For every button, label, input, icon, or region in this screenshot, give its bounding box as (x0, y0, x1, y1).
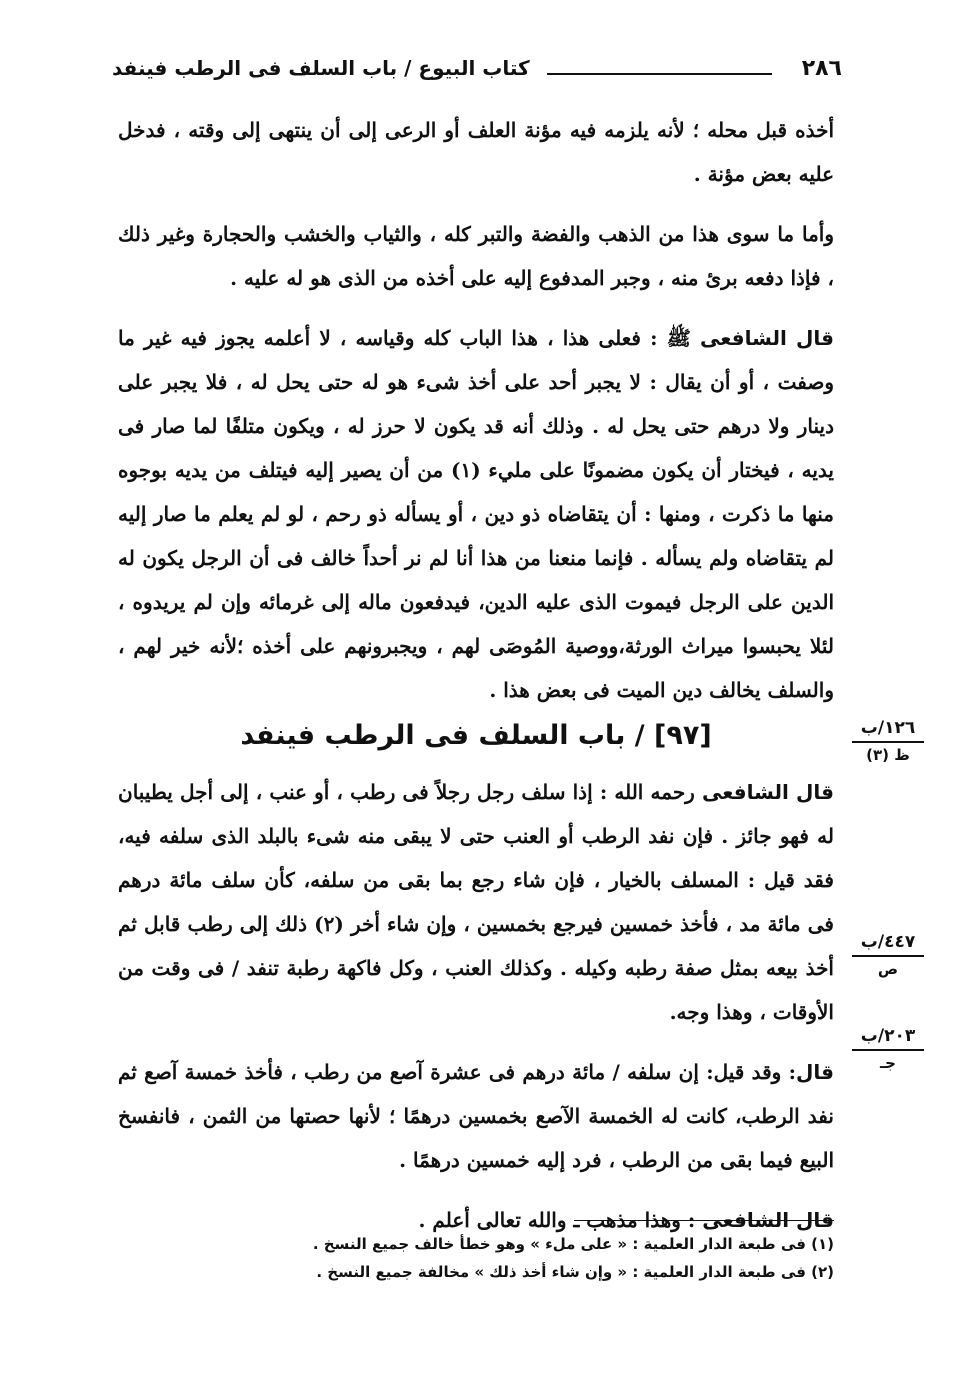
section-b-text (118, 770, 834, 1258)
margin-folio: ١٢٦/ب (860, 718, 916, 738)
paragraph (118, 1050, 834, 1182)
running-title: كتاب البيوع / باب السلف فى الرطب فينفد (112, 56, 530, 80)
footnote: (١) فى طبعة الدار العلمية : « على ملء » وهو خطأ خالف جميع النسخ . (312, 1235, 834, 1253)
paragraph-text: : وهذا مذهب ـ والله تعالى أعلم . (418, 1208, 703, 1232)
footnote-rule (574, 1220, 834, 1221)
paragraph-lead: قال الشافعى (702, 1208, 834, 1232)
footnotes (118, 1230, 834, 1286)
paragraph-lead: قال (796, 1060, 834, 1084)
margin-manuscript: ظ (٣) (866, 746, 910, 764)
paragraph (118, 212, 834, 300)
margin-manuscript: جـ (880, 1054, 896, 1072)
margin-folio-marker (846, 930, 930, 979)
margin-divider (852, 955, 924, 957)
footnote: (٢) فى طبعة الدار العلمية : « وإن شاء أخذ ذلك » مخالفة جميع النسخ . (316, 1263, 834, 1281)
paragraph-lead: قال الشافعى (702, 780, 834, 804)
header-rule (547, 73, 772, 75)
margin-folio: ٤٤٧/ب (860, 932, 916, 952)
chapter-heading: [٩٧] / باب السلف فى الرطب فينفد (240, 720, 712, 751)
running-header (112, 56, 842, 92)
page-number: ٢٨٦ (801, 56, 842, 81)
paragraph (118, 108, 834, 196)
section-a-text (118, 108, 834, 728)
paragraph-text: : وقد قيل: إن سلفه / مائة درهم فى عشرة آصع من رطب ، فأخذ خمسة آصع ثم نفد الرطب، كانت له الخمسة الآصع بخمسين درهمًا ؛ لأنها حصتها من الثمن ، فانفسخ البيع فيما بقى من الرطب ، فرد إليه خمسين درهمًا . (118, 1060, 834, 1172)
margin-folio-marker (846, 716, 930, 765)
paragraph-lead: قال الشافعى ﷺ (666, 326, 834, 350)
margin-folio: ٢٠٣/ب (860, 1026, 916, 1046)
paragraph (118, 770, 834, 1034)
margin-divider (852, 1049, 924, 1051)
margin-manuscript: ص (877, 960, 899, 978)
margin-folio-marker (846, 1024, 930, 1073)
paragraph-text: أخذه قبل محله ؛ لأنه يلزمه فيه مؤنة العلف أو الرعى إلى أن ينتهى إلى وقته ، فدخل عليه بعض مؤنة . (118, 118, 834, 186)
paragraph-text: رحمه الله : إذا سلف رجل رجلاً فى رطب ، أو عنب ، إلى أجل يطيبان له فهو جائز . فإن نفد الرطب أو العنب حتى لا يبقى منه شىء بالبلد الذى سلفه فيه، فقد قيل : المسلف بالخيار ، فإن شاء رجع بما بقى من سلفه، كأن سلف مائة درهم فى مائة مد ، فأخذ خمسين فيرجع بخمسين ، وإن شاء أخر (٢) ذلك إلى رطب قابل ثم أخذ بيعه بمثل صفة رطبه وكيله . وكذلك العنب ، وكل فاكهة رطبة تنفد / فى وقت من الأوقات ، وهذا وجه. (118, 780, 834, 1024)
paragraph (118, 316, 834, 712)
paragraph-text: : فعلى هذا ، هذا الباب كله وقياسه ، لا أعلمه يجوز فيه غير ما وصفت ، أو أن يقال : لا يجبر أحد على أخذ شىء هو له حتى يحل له ، فلا يجبر على دينار ولا درهم حتى يحل له . وذلك أنه قد يكون لا حرز له ، ويكون متلفًا لما صار فى يديه ، فيختار أن يكون مضمونًا على مليء (١) من أن يصير إليه فيتلف من يديه بوجوه منها ما ذكرت ، ومنها : أن يتقاضاه ذو دين ، أو يسأله ذو رحم ، لو لم يعلم ما صار إليه لم يتقاضاه ولم يسأله . فإنما منعنا من هذا أنا لم نر أحداً خالف فى أن الرجل يكون له الدين على الرجل فيموت الذى عليه الدين، فيدفعون ماله إلى غرمائه وإن لم يريدوه ، لئلا يحبسوا ميراث الورثة،ووصية المُوصَى لهم ، ويجبرونهم على أخذه ؛لأنه خير لهم ، والسلف يخالف دين الميت فى بعض هذا . (118, 326, 834, 702)
margin-divider (852, 741, 924, 743)
paragraph-text: وأما ما سوى هذا من الذهب والفضة والتبر كله ، والثياب والخشب والحجارة وغير ذلك ، فإذا دفعه برئ منه ، وجبر المدفوع إليه على أخذه من الذى هو له عليه . (118, 222, 834, 290)
